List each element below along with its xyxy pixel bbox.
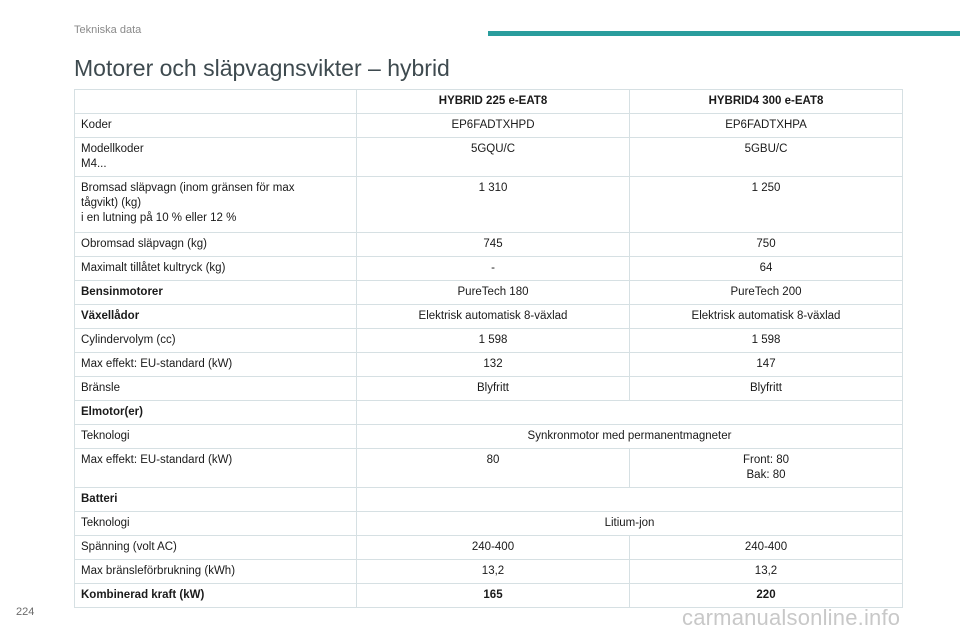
table-row [75,560,903,584]
table-row [75,449,903,488]
cell-hybrid-225: 80 [357,449,630,488]
header-accent-bar [488,31,960,36]
cell-hybrid4-300: Blyfritt [630,377,903,401]
row-label: Cylindervolym (cc) [75,329,357,353]
cell-hybrid-225: 132 [357,353,630,377]
table-section-row [75,401,903,425]
section-heading-batteri: Batteri [75,488,357,512]
cell-hybrid-225: 1 310 [357,177,630,233]
table-row [75,512,903,536]
cell-hybrid4-300: PureTech 200 [630,281,903,305]
row-label: Max effekt: EU-standard (kW) [75,353,357,377]
table-row [75,377,903,401]
table-row [75,584,903,608]
cell-hybrid4-300: 220 [630,584,903,608]
cell-hybrid4-300: 64 [630,257,903,281]
row-label: Teknologi [75,512,357,536]
table-row [75,114,903,138]
watermark: carmanualsonline.info [682,605,901,630]
cell-hybrid-225: Elektrisk automatisk 8-växlad [357,305,630,329]
cell-hybrid4-300: Elektrisk automatisk 8-växlad [630,305,903,329]
row-label: Kombinerad kraft (kW) [75,584,357,608]
row-label: Teknologi [75,425,357,449]
cell-hybrid-225: 240-400 [357,536,630,560]
section-label: Tekniska data [74,24,142,36]
table-header-empty [75,90,357,114]
empty-cell [357,488,903,512]
cell-hybrid-225: EP6FADTXHPD [357,114,630,138]
table-row [75,329,903,353]
table-row [75,233,903,257]
cell-hybrid-225: PureTech 180 [357,281,630,305]
cell-hybrid4-300: 240-400 [630,536,903,560]
cell-hybrid-225: - [357,257,630,281]
empty-cell [357,401,903,425]
row-label: Max bränsleförbrukning (kWh) [75,560,357,584]
table-row [75,305,903,329]
page-title: Motorer och släpvagnsvikter – hybrid [74,55,450,81]
cell-hybrid-225: 13,2 [357,560,630,584]
column-header-hybrid-225: HYBRID 225 e-EAT8 [357,90,630,114]
cell-hybrid4-300: 13,2 [630,560,903,584]
row-label: Spänning (volt AC) [75,536,357,560]
table-row [75,138,903,177]
cell-hybrid4-300: 147 [630,353,903,377]
row-label: Maximalt tillåtet kultryck (kg) [75,257,357,281]
table-row [75,257,903,281]
table-row [75,425,903,449]
row-label: Bensinmotorer [75,281,357,305]
table-row [75,536,903,560]
table-header-row [75,90,903,114]
table-row [75,177,903,233]
row-label: Koder [75,114,357,138]
cell-merged: Litium-jon [357,512,903,536]
row-label: Max effekt: EU-standard (kW) [75,449,357,488]
cell-merged: Synkronmotor med permanentmagneter [357,425,903,449]
cell-hybrid4-300: 5GBU/C [630,138,903,177]
column-header-hybrid4-300: HYBRID4 300 e-EAT8 [630,90,903,114]
table-section-row [75,488,903,512]
cell-hybrid-225: 745 [357,233,630,257]
cell-hybrid-225: 1 598 [357,329,630,353]
row-label: Bromsad släpvagn (inom gränsen för max tågvikt) (kg) i en lutning på 10 % eller 12 % [75,177,357,233]
row-label: Modellkoder M4... [75,138,357,177]
cell-hybrid-225: 5GQU/C [357,138,630,177]
cell-hybrid-225: Blyfritt [357,377,630,401]
section-heading-elmotor: Elmotor(er) [75,401,357,425]
cell-hybrid4-300: Front: 80 Bak: 80 [630,449,903,488]
table-row [75,281,903,305]
row-label: Bränsle [75,377,357,401]
cell-hybrid4-300: 1 250 [630,177,903,233]
row-label: Obromsad släpvagn (kg) [75,233,357,257]
specs-table [74,89,903,608]
cell-hybrid4-300: EP6FADTXHPA [630,114,903,138]
row-label: Växellådor [75,305,357,329]
cell-hybrid4-300: 750 [630,233,903,257]
table-row [75,353,903,377]
cell-hybrid4-300: 1 598 [630,329,903,353]
cell-hybrid-225: 165 [357,584,630,608]
page-number: 224 [16,606,35,618]
